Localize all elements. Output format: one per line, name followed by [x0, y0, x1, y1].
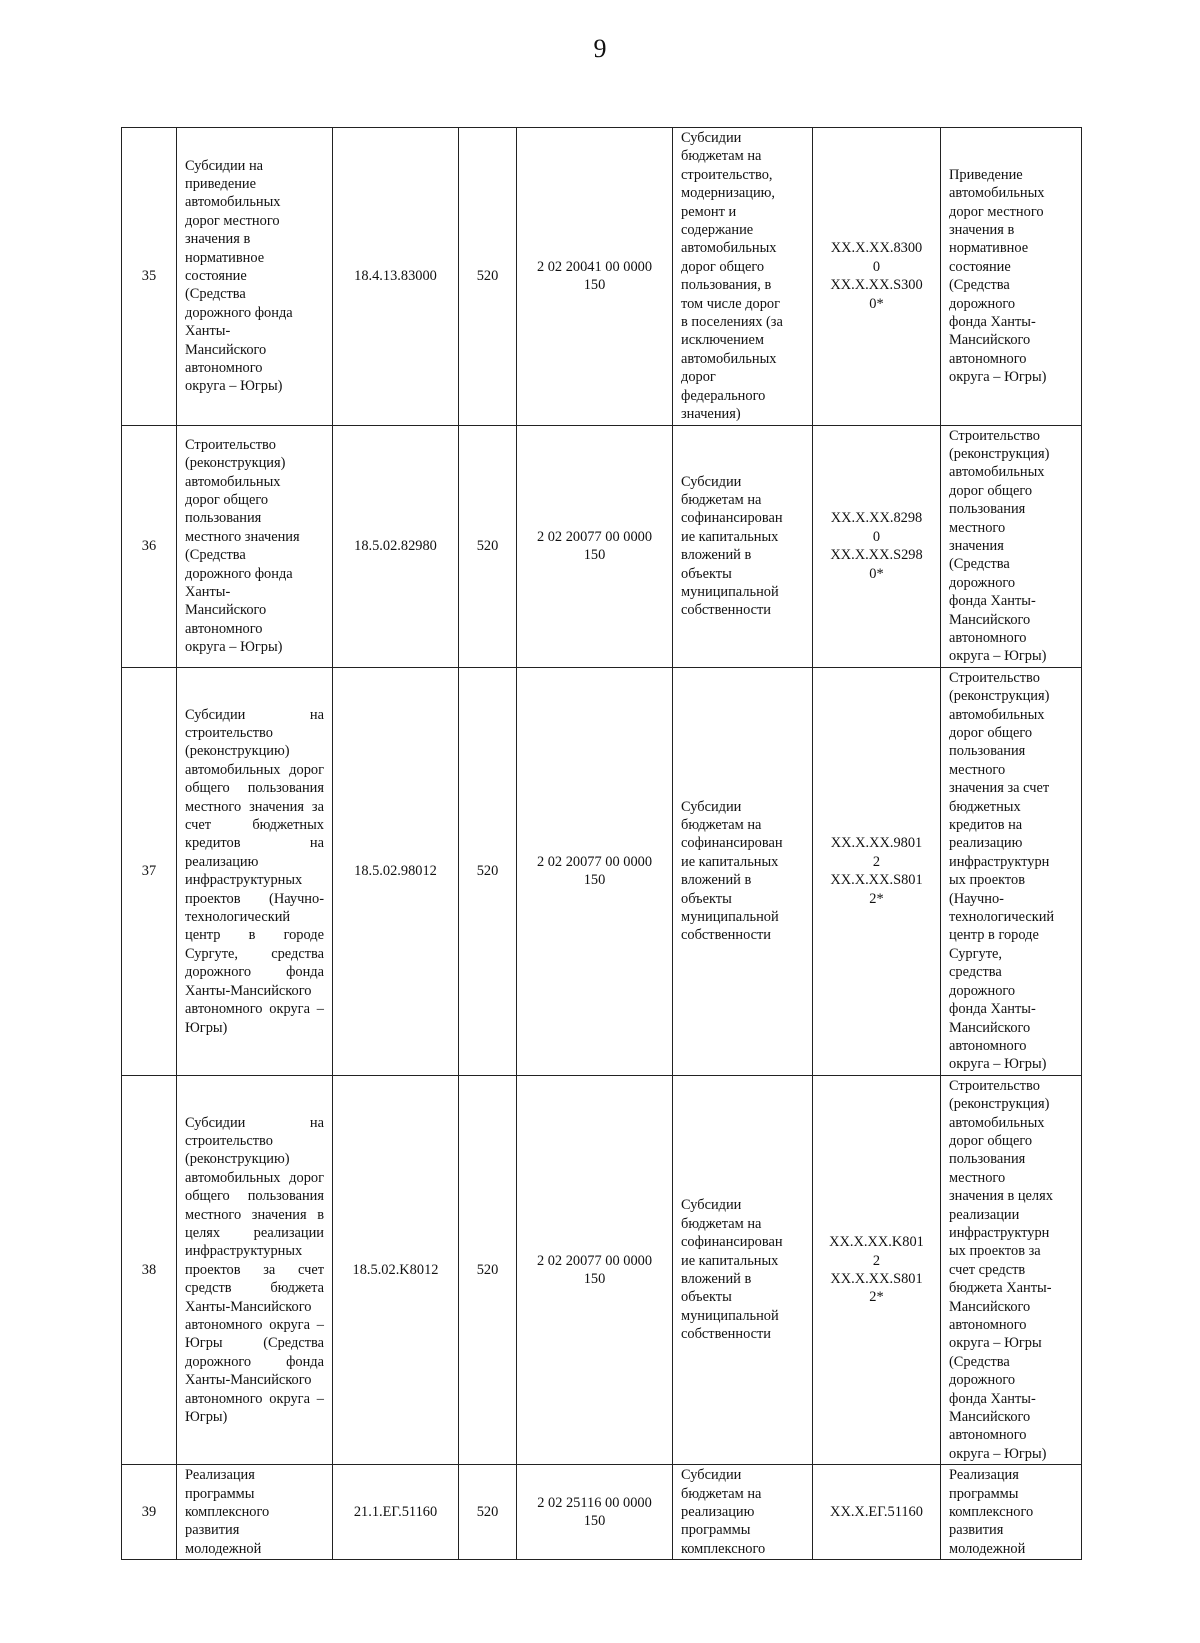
row-name: Субсидии на приведение автомобильных дорог местного значения в нормативное состояние (Средства дорожного фонда Ханты- Мансийского автономного округа – Югры) [177, 128, 333, 426]
row-number: 38 [122, 1075, 177, 1465]
row-expense-type: 520 [459, 1075, 517, 1465]
row-note: Приведение автомобильных дорог местного значения в нормативное состояние (Средства дорожного фонда Ханты- Мансийского автономного округа – Югры) [941, 128, 1082, 426]
row-income-code: 2 02 20077 00 0000 150 [517, 425, 673, 667]
row-code-mask: XX.X.XX.9801 2 XX.X.XX.S801 2* [813, 667, 941, 1075]
row-code-mask: XX.X.XX.8298 0 XX.X.XX.S298 0* [813, 425, 941, 667]
table-row [122, 425, 1082, 667]
row-code: 18.5.02.98012 [333, 667, 459, 1075]
row-expense-type: 520 [459, 425, 517, 667]
row-expense-type: 520 [459, 128, 517, 426]
row-code-mask: XX.X.XX.K801 2 XX.X.XX.S801 2* [813, 1075, 941, 1465]
row-number: 37 [122, 667, 177, 1075]
row-purpose: Субсидии бюджетам на софинансирован ие капитальных вложений в объекты муниципальной собственности [673, 1075, 813, 1465]
row-name: Строительство (реконструкция) автомобильных дорог общего пользования местного значения (Средства дорожного фонда Ханты- Мансийского автономного округа – Югры) [177, 425, 333, 667]
row-income-code: 2 02 20077 00 0000 150 [517, 667, 673, 1075]
row-code: 21.1.ЕГ.51160 [333, 1465, 459, 1560]
row-code: 18.5.02.K8012 [333, 1075, 459, 1465]
subsidies-table [121, 127, 1082, 1560]
row-purpose: Субсидии бюджетам на строительство, модернизацию, ремонт и содержание автомобильных дорог общего пользования, в том числе дорог в поселениях (за исключением автомобильных дорог федерального значения) [673, 128, 813, 426]
row-expense-type: 520 [459, 667, 517, 1075]
row-code: 18.4.13.83000 [333, 128, 459, 426]
row-code-mask: XX.X.XX.8300 0 XX.X.XX.S300 0* [813, 128, 941, 426]
row-name: Субсидии на строительство (реконструкцию) автомобильных дорог общего пользования местного значения за счет бюджетных кредитов на реализацию инфраструктурных проектов (Научно-технологический центр в городе Сургуте, средства дорожного фонда Ханты-Мансийского автономного округа – Югры) [177, 667, 333, 1075]
row-number: 36 [122, 425, 177, 667]
row-name: Реализация программы комплексного развития молодежной [177, 1465, 333, 1560]
table-row [122, 1075, 1082, 1465]
row-number: 35 [122, 128, 177, 426]
row-name: Субсидии на строительство (реконструкцию) автомобильных дорог общего пользования местного значения в целях реализации инфраструктурных проектов за счет средств бюджета Ханты-Мансийского автономного округа – Югры (Средства дорожного фонда Ханты-Мансийского автономного округа – Югры) [177, 1075, 333, 1465]
page-number: 9 [593, 34, 607, 63]
row-expense-type: 520 [459, 1465, 517, 1560]
row-code-mask: XX.X.ЕГ.51160 [813, 1465, 941, 1560]
row-number: 39 [122, 1465, 177, 1560]
row-purpose: Субсидии бюджетам на софинансирован ие капитальных вложений в объекты муниципальной собственности [673, 667, 813, 1075]
row-income-code: 2 02 20041 00 0000 150 [517, 128, 673, 426]
row-code: 18.5.02.82980 [333, 425, 459, 667]
row-note: Реализация программы комплексного развития молодежной [941, 1465, 1082, 1560]
row-note: Строительство (реконструкция) автомобильных дорог общего пользования местного значения в целях реализации инфраструктурн ых проектов за счет средств бюджета Ханты- Мансийского автономного округа – Югры (Средства дорожного фонда Ханты- Мансийского автономного округа – Югры) [941, 1075, 1082, 1465]
row-purpose: Субсидии бюджетам на реализацию программы комплексного [673, 1465, 813, 1560]
row-note: Строительство (реконструкция) автомобильных дорог общего пользования местного значения за счет бюджетных кредитов на реализацию инфраструктурн ых проектов (Научно- технологический центр в городе Сургуте, средства дорожного фонда Ханты- Мансийского автономного округа – Югры) [941, 667, 1082, 1075]
row-purpose: Субсидии бюджетам на софинансирован ие капитальных вложений в объекты муниципальной собственности [673, 425, 813, 667]
row-income-code: 2 02 25116 00 0000 150 [517, 1465, 673, 1560]
row-note: Строительство (реконструкция) автомобильных дорог общего пользования местного значения (Средства дорожного фонда Ханты- Мансийского автономного округа – Югры) [941, 425, 1082, 667]
table-row [122, 128, 1082, 426]
table-row [122, 667, 1082, 1075]
row-income-code: 2 02 20077 00 0000 150 [517, 1075, 673, 1465]
table-row [122, 1465, 1082, 1560]
